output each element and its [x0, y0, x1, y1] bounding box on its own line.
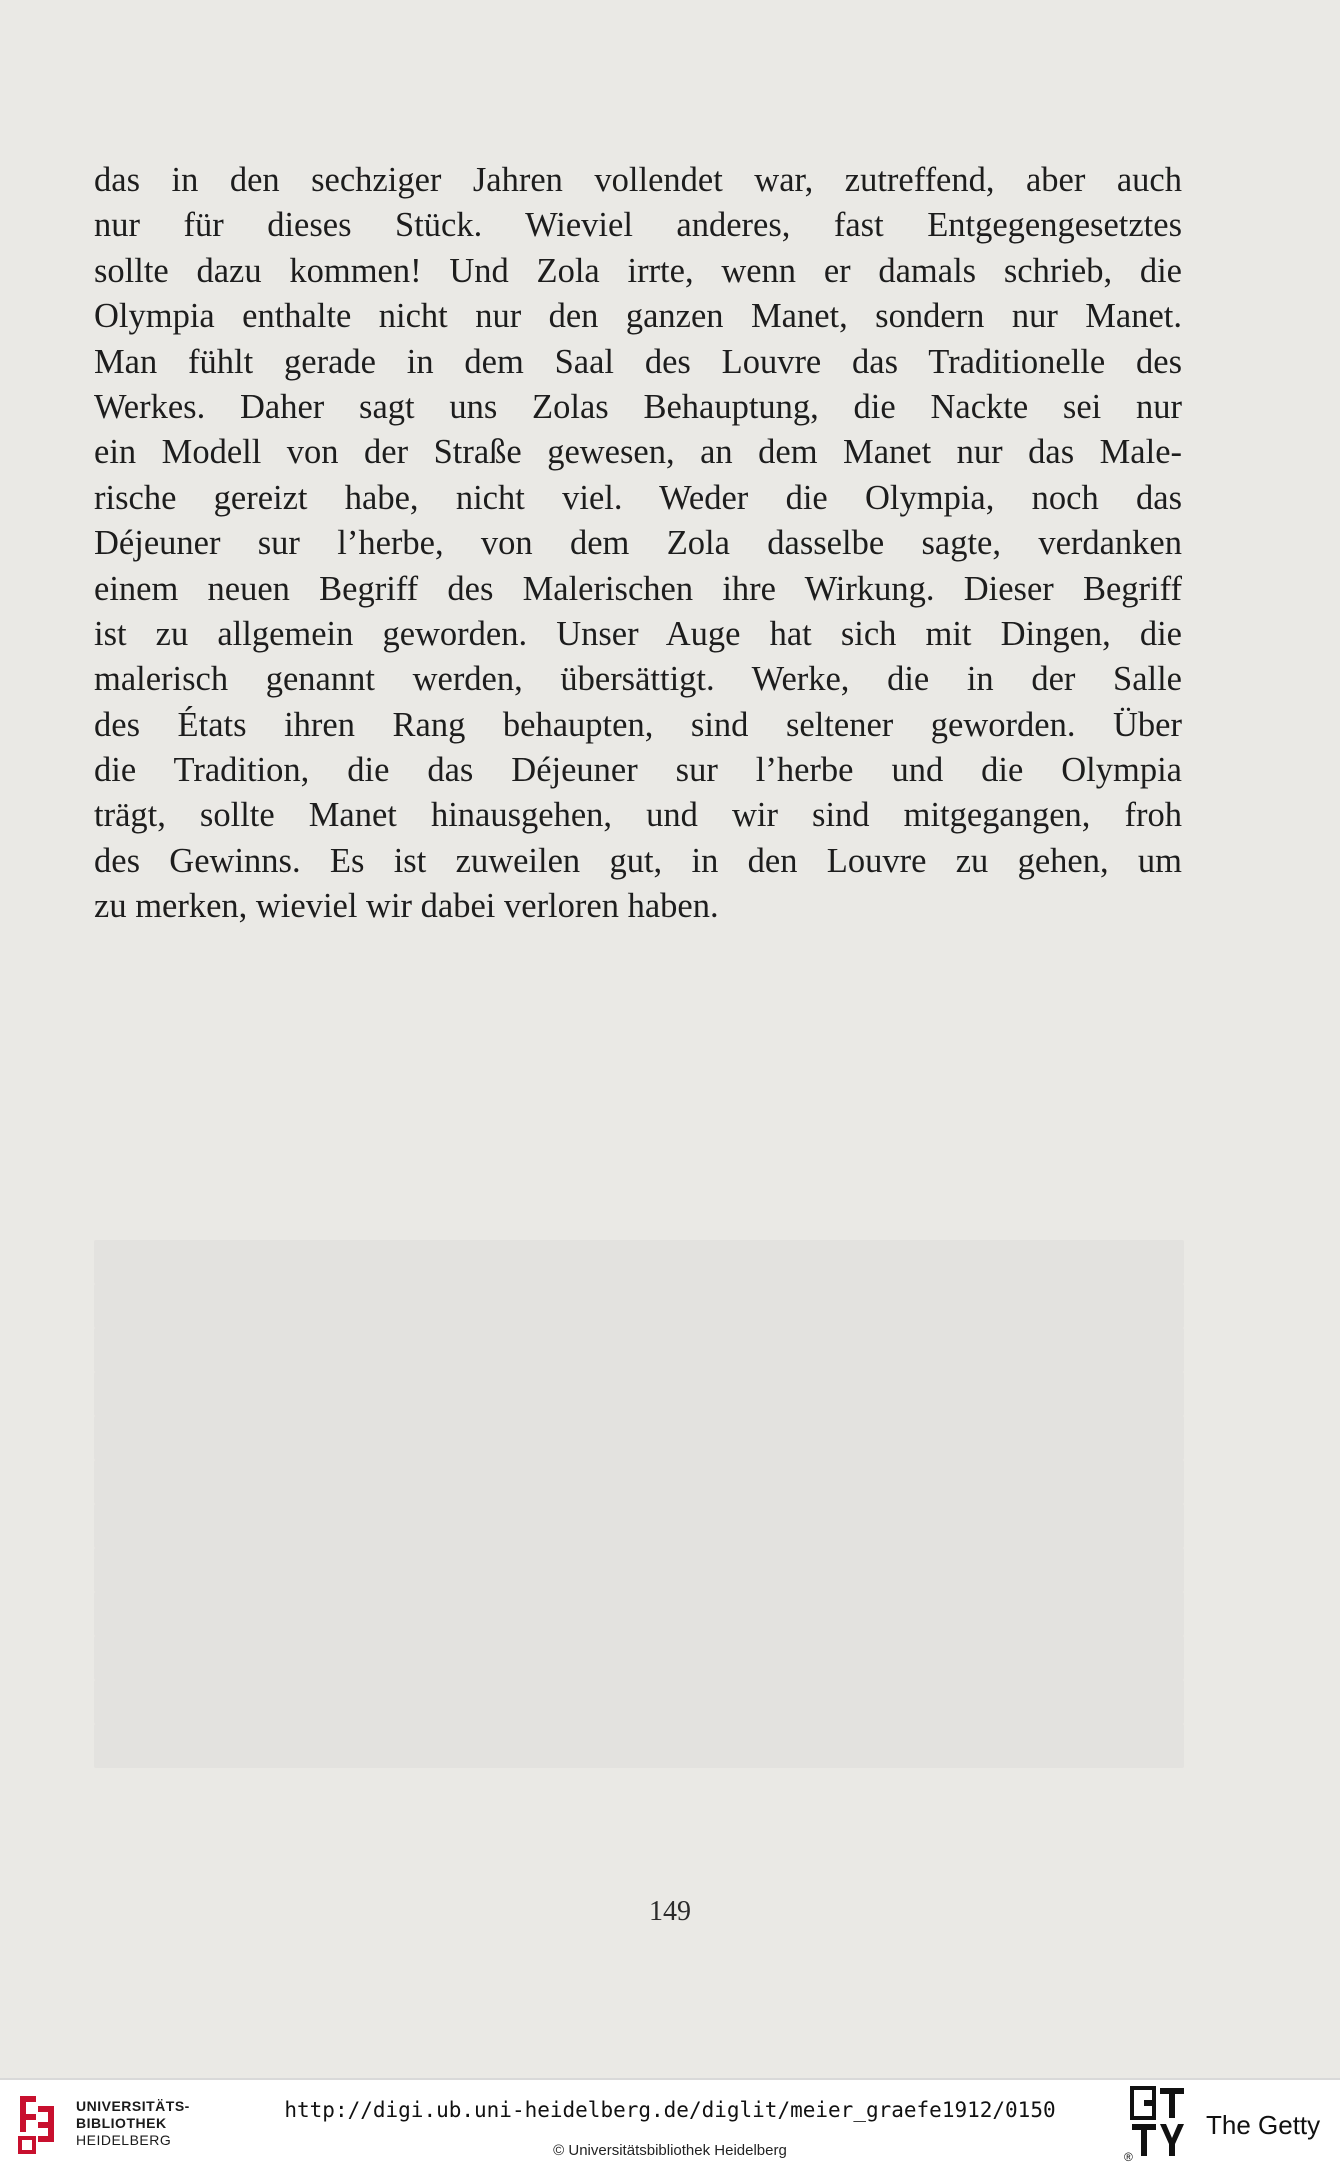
text-line: das in den sechziger Jahren vollendet war, zutreffend, aber auch [94, 161, 1182, 199]
copyright-notice: © Universitätsbibliothek Heidelberg [553, 2142, 787, 2159]
getty-label: The Getty [1206, 2110, 1321, 2140]
text-line: trägt, sollte Manet hinausgehen, und wir sind mitgegangen, froh [94, 796, 1182, 835]
text-line: Werkes. Daher sagt uns Zolas Behauptung, die Nackte sei nur [94, 387, 1182, 426]
text-line: nur für dieses Stück. Wieviel anderes, fast Entgegengesetztes [94, 206, 1182, 245]
text-line: ist zu allgemein geworden. Unser Auge hat sich mit Dingen, die [94, 614, 1182, 653]
text-line: malerisch genannt werden, übersättigt. Werke, die in der Salle [94, 660, 1182, 699]
text-line: Déjeuner sur l’herbe, von dem Zola dasselbe sagte, verdanken [94, 524, 1182, 563]
library-name-line: BIBLIOTHEK [76, 2115, 167, 2131]
getty-logo-icon [1130, 2086, 1186, 2158]
text-line: Olympia enthalte nicht nur den ganzen Manet, sondern nur Manet. [94, 297, 1182, 336]
registered-mark: ® [1124, 2150, 1133, 2164]
text-line: rische gereizt habe, nicht viel. Weder die Olympia, noch das [94, 478, 1182, 517]
text-line: des États ihren Rang behaupten, sind seltener geworden. Über [94, 705, 1182, 744]
text-line: zu merken, wieviel wir dabei verloren haben. [94, 887, 719, 926]
text-line: des Gewinns. Es ist zuweilen gut, in den Louvre zu gehen, um [94, 841, 1182, 880]
library-name-line: HEIDELBERG [76, 2132, 172, 2148]
footer-divider [0, 2078, 1340, 2080]
source-url-link[interactable]: http://digi.ub.uni-heidelberg.de/diglit/meier_graefe1912/0150 [284, 2098, 1056, 2122]
library-name-line: UNIVERSITÄTS- [76, 2098, 190, 2114]
text-line: ein Modell von der Straße gewesen, an dem Manet nur das Male- [94, 433, 1182, 472]
body-text [94, 158, 1182, 930]
show-through-bleed [94, 1240, 1184, 1768]
text-line: sollte dazu kommen! Und Zola irrte, wenn er damals schrieb, die [94, 251, 1182, 290]
text-line: einem neuen Begriff des Malerischen ihre Wirkung. Dieser Begriff [94, 569, 1182, 608]
text-line: die Tradition, die das Déjeuner sur l’herbe und die Olympia [94, 751, 1182, 790]
text-line: Man fühlt gerade in dem Saal des Louvre das Traditionelle des [94, 342, 1182, 381]
page-number: 149 [649, 1896, 691, 1927]
